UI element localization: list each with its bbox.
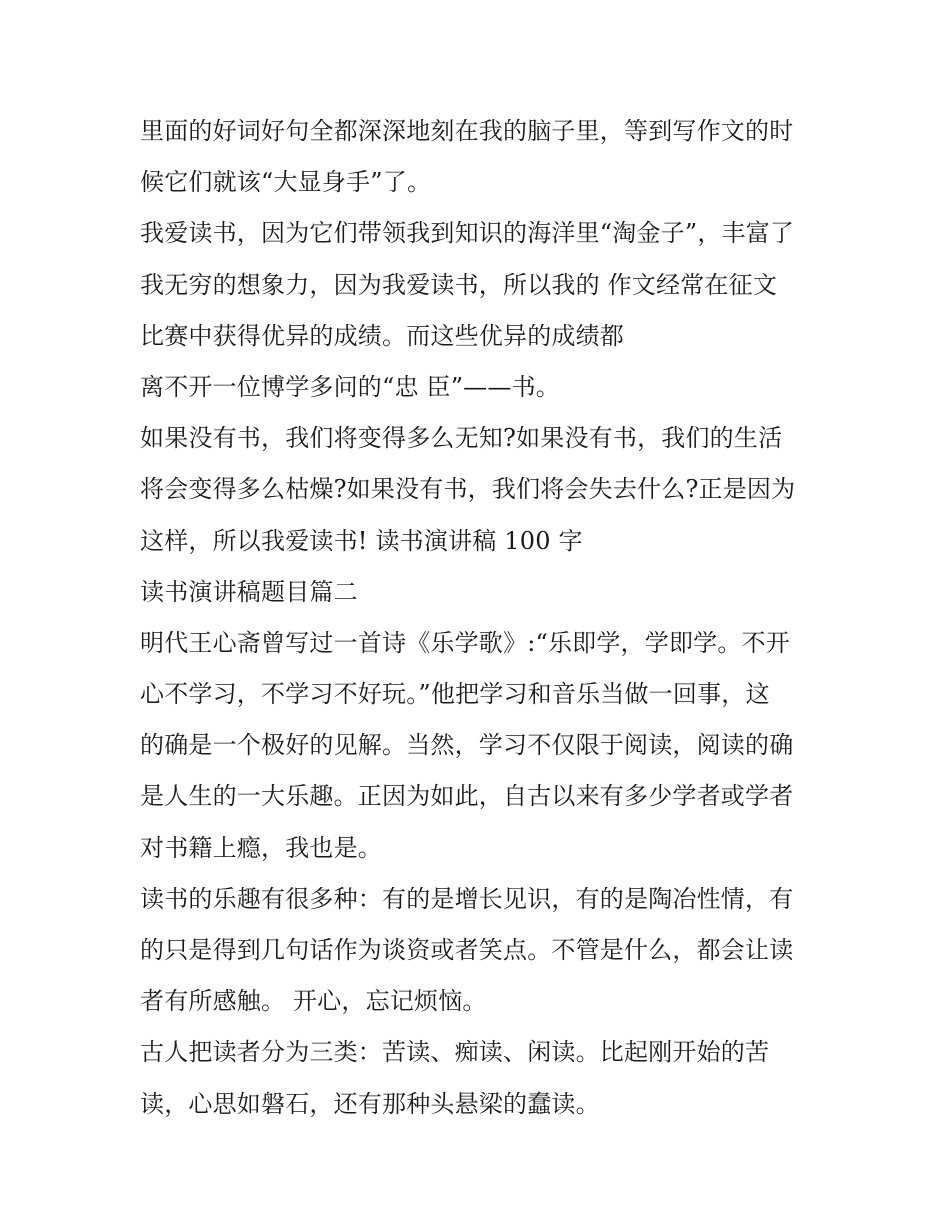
text-line: 这样，所以我爱读书! 读书演讲稿 100 字 (140, 526, 583, 555)
text-line: 离不开一位博学多问的“忠 臣”——书。 (140, 372, 560, 401)
text-line: 心不学习，不学习不好玩。”他把学习和音乐当做一回事，这 (140, 680, 770, 709)
text-line: 古人把读者分为三类：苦读、痴读、闲读。比起刚开始的苦 (140, 1038, 770, 1067)
text-line: 将会变得多么枯燥?如果没有书，我们将会失去什么?正是因为 (140, 475, 796, 504)
section-heading: 读书演讲稿题目篇二 (140, 577, 358, 606)
text-line: 的确是一个极好的见解。当然，学习不仅限于阅读，阅读的确 (140, 731, 794, 760)
text-line: 对书籍上瘾，我也是。 (140, 833, 382, 862)
text-line: 明代王心斋曾写过一首诗《乐学歌》:“乐即学，学即学。不开 (140, 628, 790, 657)
text-line: 比赛中获得优异的成绩。而这些优异的成绩都 (140, 321, 624, 350)
text-line: 里面的好词好句全都深深地刻在我的脑子里，等到写作文的时 (140, 117, 794, 145)
text-line: 读书的乐趣有很多种：有的是增长见识，有的是陶冶性情，有 (140, 884, 794, 913)
text-line: 候它们就该“大显身手”了。 (140, 168, 432, 197)
text-line: 者有所感触。 开心，忘记烦恼。 (140, 987, 487, 1016)
text-line: 我无穷的想象力，因为我爱读书，所以我的 作文经常在征文 (140, 270, 778, 299)
text-line: 是人生的一大乐趣。正因为如此，自古以来有多少学者或学者 (140, 782, 794, 811)
text-line: 的只是得到几句话作为谈资或者笑点。不管是什么，都会让读 (140, 936, 794, 964)
document-body (140, 106, 830, 1130)
text-line: 我爱读书，因为它们带领我到知识的海洋里“淘金子”，丰富了 (140, 219, 795, 248)
text-line: 读，心思如磐石，还有那种头悬梁的蠢读。 (140, 1089, 600, 1118)
text-line: 如果没有书，我们将变得多么无知?如果没有书，我们的生活 (140, 424, 783, 453)
